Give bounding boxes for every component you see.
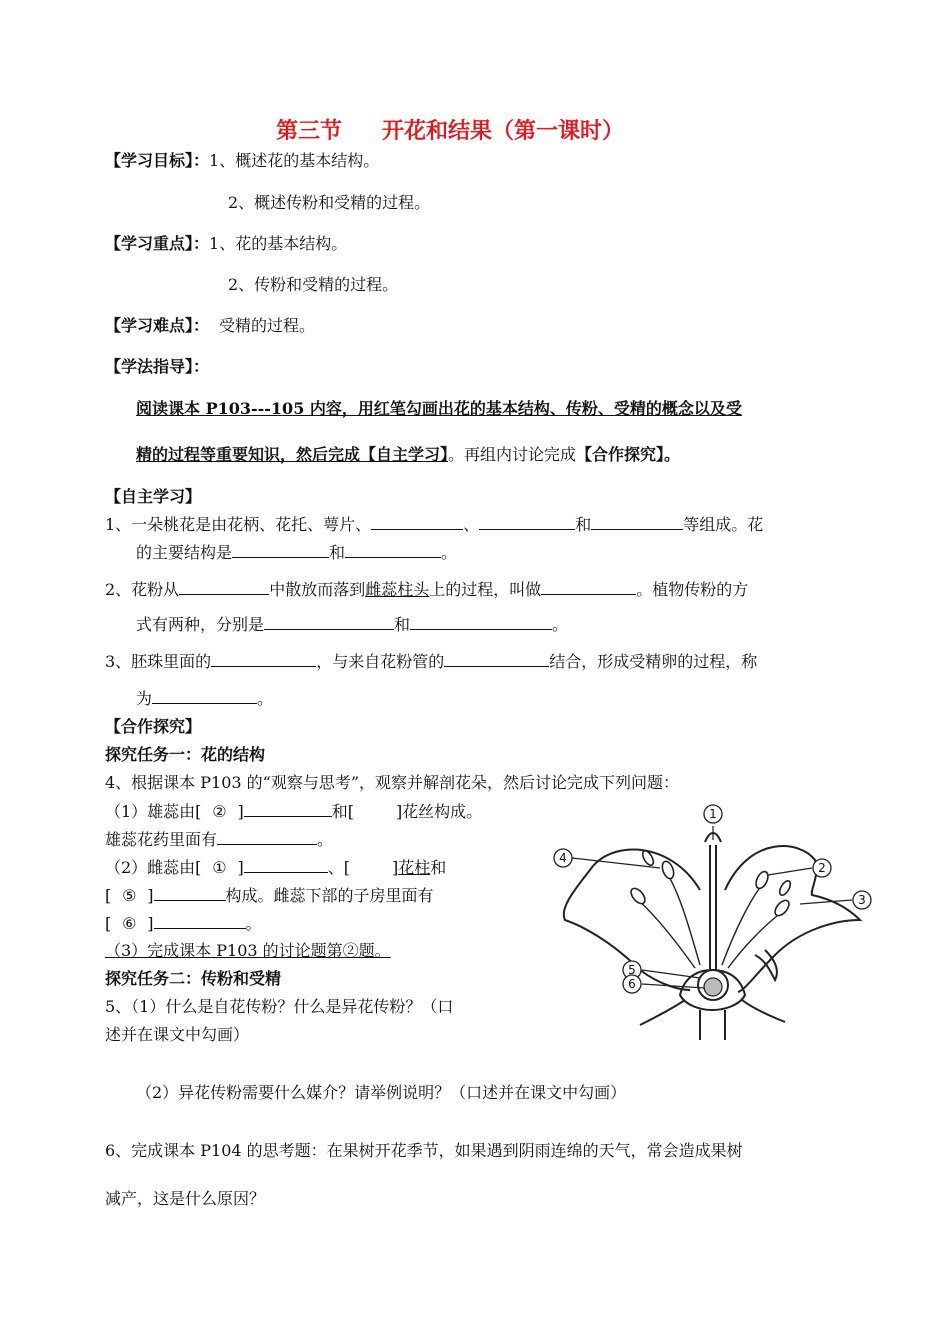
q5-1-line-2: 述并在课文中勾画） [105,1025,250,1044]
q4-2-text-g: [ [105,886,112,905]
q4-2-blank-2[interactable] [154,884,226,901]
q4-1-line-1 [105,800,482,823]
method-line-2-bold: 精的过程等重要知识，然后完成【自主学习】 [136,445,449,464]
q1-text-b: 、 [463,515,480,534]
difficulty-text: 受精的过程。 [219,316,316,335]
q4-3-text: （3）完成课本 P103 的讨论题第②题。 [105,941,391,960]
q3-blank-3[interactable] [152,687,257,704]
label-6: 6 [628,977,636,991]
q4-2-text-d: ] [391,858,399,877]
label-4: 4 [559,851,567,865]
sepal-right [742,1000,785,1022]
flower-diagram [550,800,880,1040]
page-title [276,117,624,145]
q1-text-f: 和 [329,543,346,562]
q2-text-d: 上的过程，叫做 [429,580,542,599]
label-2: 2 [818,861,826,875]
q3-line-1 [105,650,757,673]
q3-text-c: 结合，形成受精卵的过程，称 [549,652,758,671]
q4-2-text-f: 和 [430,858,447,877]
q6-line-1: 6、完成课本 P104 的思考题：在果树开花季节，如果遇到阴雨连绵的天气，常会造成果树 [105,1141,743,1160]
q4-1-text-e: 雄蕊花药里面有 [105,830,218,849]
q2-text-f: 式有两种，分别是 [136,615,265,634]
q3-blank-1[interactable] [211,650,316,667]
q4-1-blank-1[interactable] [244,800,332,817]
q4-2-text-j: [ [105,914,112,933]
q1-text-g: 。 [441,543,458,562]
keypoints-label: 【学习重点】： [105,234,210,253]
petal-right-tip [755,950,777,980]
q2-text-g: 和 [394,615,411,634]
q4-2-text-i: 构成。雌蕊下部的子房里面有 [225,886,434,905]
goals-label: 【学习目标】： [105,151,210,170]
q4-1-blank-2[interactable] [217,828,317,845]
q4-2-line-3 [105,912,262,935]
q3-text-e: 。 [257,689,274,708]
stem [700,1010,725,1040]
q4-1-text-f: 。 [317,830,334,849]
q4-2-text-l: 。 [245,914,262,933]
q4-1-text-b: ] [237,802,244,821]
q4-2-blank-1[interactable] [244,856,328,873]
keypoints-item-2: 2、传粉和受精的过程。 [228,275,399,294]
q4-2-line-2 [105,884,434,907]
method-line-1: 阅读课本 P103---105 内容，用红笔勾画出花的基本结构、传粉、受精的概念以及受 [136,399,742,418]
method-label: 【学法指导】： [105,357,210,376]
keypoints-line-1 [105,233,347,255]
petal-right [725,846,860,992]
q2-text-b: 中散放而落到 [269,580,366,599]
label-3: 3 [858,893,866,907]
q3-text-b: ，与来自花粉管的 [316,652,445,671]
q2-text-a: 2、花粉从 [105,580,180,599]
q2-text-c: 雌蕊柱头 [365,580,430,599]
q4-text: 4、根据课本 P103 的“观察与思考”，观察并解剖花朵，然后讨论完成下列问题： [105,773,680,792]
sepal-left [640,1000,685,1025]
q4-1-text-d: ]花丝构成。 [395,802,483,821]
q1-blank-3[interactable] [591,513,683,530]
q4-2-blank-3[interactable] [154,912,246,929]
q3-line-2 [136,687,273,710]
q4-1-ref-1: ② [212,802,227,821]
method-line-2-plain: 。再组内讨论完成 [448,445,577,464]
q2-blank-1[interactable] [179,578,269,595]
q1-text-e: 的主要结构是 [136,543,233,562]
title-topic: 开花和结果（第一课时） [382,118,625,144]
label-1: 1 [709,807,717,821]
pistil [710,845,716,970]
q1-text-a: 1、一朵桃花是由花柄、花托、萼片、 [105,515,372,534]
method-line-2-bold2: 【合作探究】。 [576,445,681,464]
q6-line-2: 减产，这是什么原因？ [105,1189,266,1208]
q4-2-ref-1: ① [212,858,227,877]
q4-2-text-a: （2）雌蕊由[ [105,858,202,877]
q2-text-h: 。 [552,615,569,634]
q4-2-text-c: 、[ [327,858,350,877]
method-line-2 [136,444,680,466]
difficulty-line [105,315,315,337]
q2-blank-2[interactable] [541,578,636,595]
q1-text-d: 等组成。花 [683,515,764,534]
difficulty-label: 【学习难点】： [105,316,210,335]
q4-1-line-2 [105,828,333,851]
goals-line-1 [105,150,379,172]
q4-2-text-b: ] [237,858,244,877]
q1-blank-5[interactable] [345,541,441,558]
q1-text-c: 和 [575,515,592,534]
q4-2-text-k: ] [147,914,154,933]
q1-blank-2[interactable] [479,513,575,530]
q5-1-line-1: 5、（1）什么是自花传粉？什么是异花传粉？（口 [105,997,454,1016]
q4-2-text-h: ] [147,886,154,905]
keypoints-item-1: 1、花的基本结构。 [209,234,348,253]
q2-blank-4[interactable] [410,613,552,630]
q2-blank-3[interactable] [264,613,394,630]
goals-item-2: 2、概述传粉和受精的过程。 [228,193,431,212]
q4-1-text-c: 和[ [331,802,354,821]
task-2-heading: 探究任务二：传粉和受精 [105,969,282,988]
label-5: 5 [628,963,636,977]
q2-line-1 [105,578,748,601]
q1-line-2 [136,541,457,564]
q3-blank-2[interactable] [444,650,549,667]
q2-text-e: 。植物传粉的方 [636,580,749,599]
title-section: 第三节 [276,118,343,144]
self-study-label: 【自主学习】 [105,487,202,506]
q4-2-line-1 [105,856,446,879]
q3-text-d: 为 [136,689,153,708]
q4-1-text-a: （1）雄蕊由[ [105,802,202,821]
q5-2-text: （2）异花传粉需要什么媒介？请举例说明？（口述并在课文中勾画） [136,1083,627,1102]
q3-text-a: 3、胚珠里面的 [105,652,212,671]
coop-label: 【合作探究】 [105,717,202,736]
q4-2-ref-3: ⑥ [122,914,137,933]
q1-blank-4[interactable] [232,541,329,558]
q1-blank-1[interactable] [371,513,463,530]
goals-item-1: 1、概述花的基本结构。 [209,151,380,170]
q1-line-1 [105,513,763,536]
task-1-heading: 探究任务一：花的结构 [105,745,266,764]
q2-line-2 [136,613,568,636]
q4-2-text-e: 花柱 [398,858,431,877]
q4-2-ref-2: ⑤ [122,886,137,905]
